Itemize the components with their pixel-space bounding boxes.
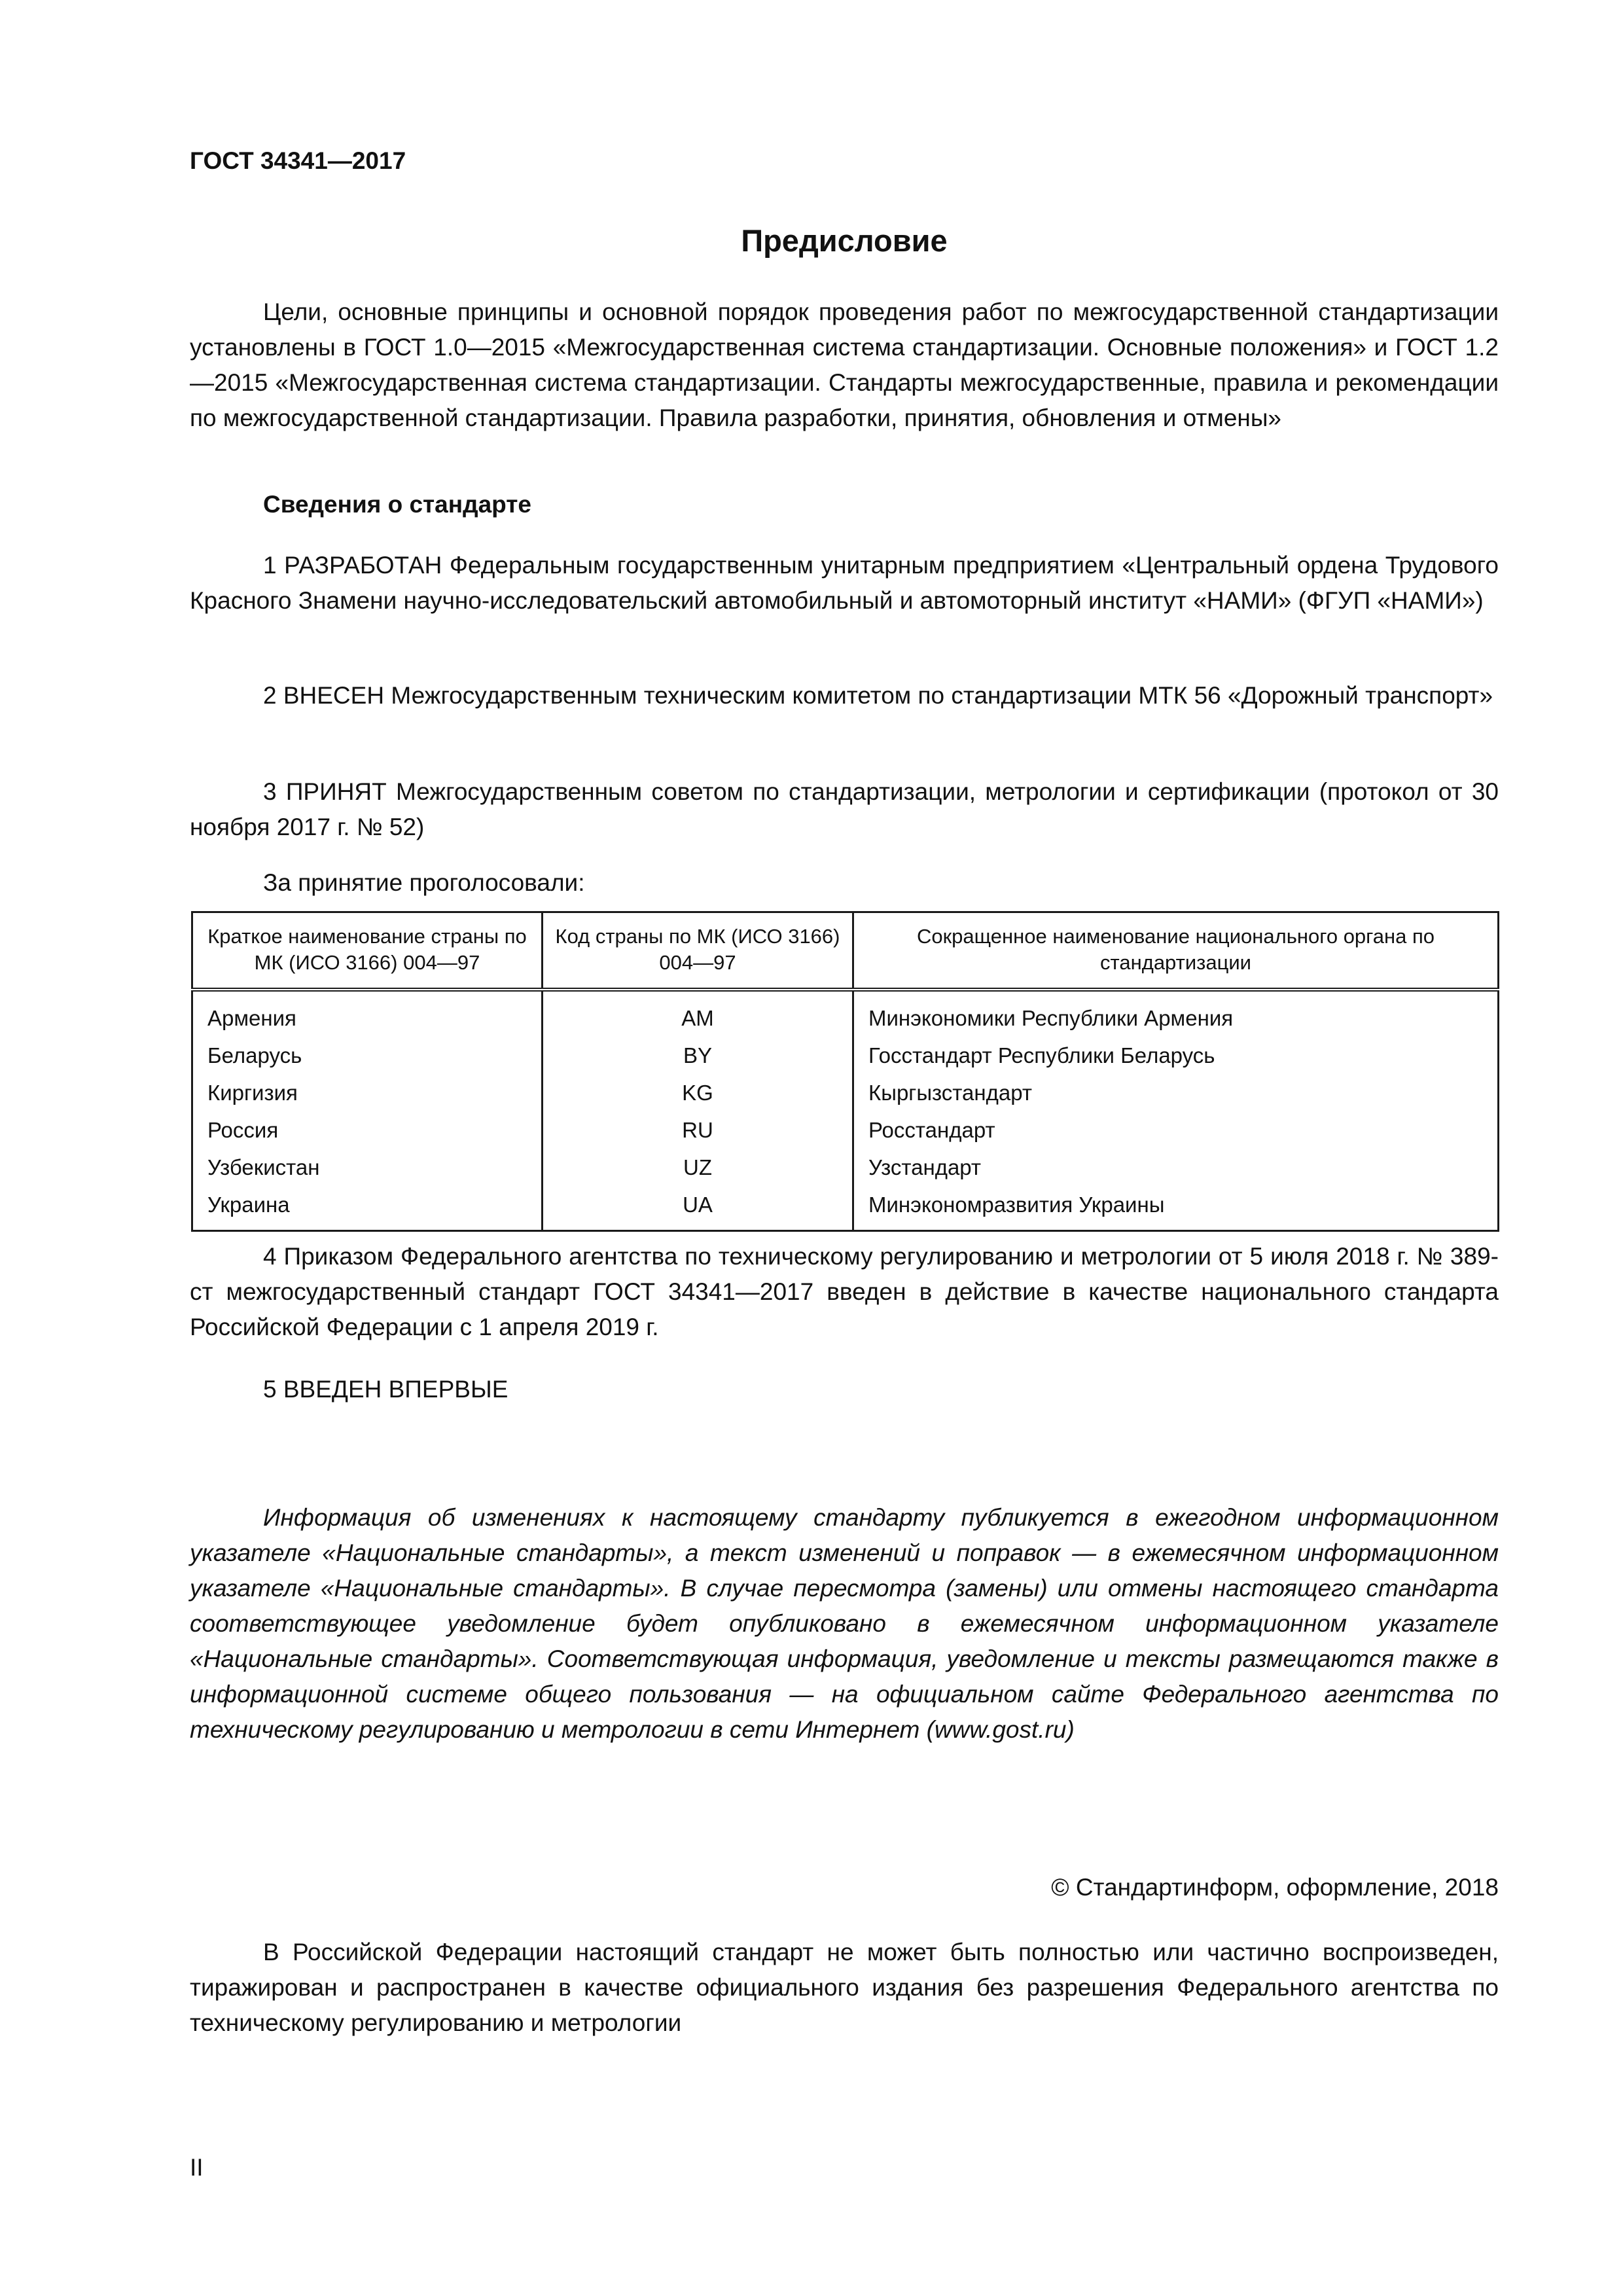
rights-notice: В Российской Федерации настоящий стандарт не может быть полностью или частично воспроизведен, тиражирован и распространен в качестве официального издания без разрешения Федерального агентства по техническому регулированию и метрологии	[190, 1939, 1499, 2036]
standards-body-cell: Минэкономики Республики Армения	[853, 990, 1499, 1037]
table-row	[192, 1149, 1499, 1186]
table-row	[192, 990, 1499, 1037]
standards-body-cell: Госстандарт Республики Беларусь	[853, 1037, 1499, 1074]
country-cell: Украина	[192, 1186, 543, 1231]
table-row	[192, 1111, 1499, 1149]
country-cell: Армения	[192, 990, 543, 1037]
table-row	[192, 1186, 1499, 1231]
copyright-line: © Стандартинформ, оформление, 2018	[1051, 1874, 1499, 1901]
item-enacted: 4 Приказом Федерального агентства по техническому регулированию и метрологии от 5 июля 2018 г. № 389-ст межгосударственный стандарт ГОСТ 34341—2017 введен в действие в качестве национального стандарта Российской Федерации с 1 апреля 2019 г.	[190, 1243, 1499, 1340]
item-first-introduced: 5 ВВЕДЕН ВПЕРВЫЕ	[263, 1376, 508, 1403]
code-cell: RU	[543, 1111, 853, 1149]
standards-body-cell: Минэкономразвития Украины	[853, 1186, 1499, 1231]
header-code: Код страны по МК (ИСО 3166) 004—97	[543, 912, 853, 990]
page-title: Предисловие	[741, 223, 948, 258]
standards-body-cell: Узстандарт	[853, 1149, 1499, 1186]
code-cell: KG	[543, 1074, 853, 1111]
item-developed: 1 РАЗРАБОТАН Федеральным государственным унитарным предприятием «Центральный ордена Трудового Красного Знамени научно-исследовательский автомобильный и автомоторный институт «НАМИ» (ФГУП «НАМИ»)	[190, 552, 1499, 614]
standards-body-cell: Кыргызстандарт	[853, 1074, 1499, 1111]
header-standards-body: Сокращенное наименование национального органа по стандартизации	[853, 912, 1499, 990]
votes-table-header-row	[192, 912, 1499, 990]
table-row	[192, 1074, 1499, 1111]
votes-caption: За принятие проголосовали:	[263, 869, 585, 896]
standards-body-cell: Росстандарт	[853, 1111, 1499, 1149]
page-number: II	[190, 2154, 204, 2181]
country-cell: Киргизия	[192, 1074, 543, 1111]
intro-paragraph: Цели, основные принципы и основной порядок проведения работ по межгосударственной стандартизации установлены в ГОСТ 1.0—2015 «Межгосударственная система стандартизации. Основные положения» и ГОСТ 1.2—2015 «Межгосударственная система стандартизации. Стандарты межгосударственные, правила и рекомендации по межгосударственной стандартизации. Правила разработки, принятия, обновления и отмены»	[190, 298, 1499, 431]
item-submitted: 2 ВНЕСЕН Межгосударственным техническим комитетом по стандартизации МТК 56 «Дорожный транспорт»	[263, 682, 1493, 709]
changes-notice: Информация об изменениях к настоящему стандарту публикуется в ежегодном информационном указателе «Национальные стандарты», а текст изменений и поправок — в ежемесячном информационном указателе «Национальные стандарты». В случае пересмотра (замены) или отмены настоящего стандарта соответствующее уведомление будет опубликовано в ежемесячном информационном указателе «Национальные стандарты». Соответствующая информация, уведомление и тексты размещаются также в информационной системе общего пользования — на официальном сайте Федерального агентства по техническому регулированию и метрологии в сети Интернет (www.gost.ru)	[190, 1504, 1499, 1743]
code-cell: BY	[543, 1037, 853, 1074]
country-cell: Беларусь	[192, 1037, 543, 1074]
country-cell: Узбекистан	[192, 1149, 543, 1186]
document-number: ГОСТ 34341—2017	[190, 147, 406, 174]
section-heading: Сведения о стандарте	[263, 491, 531, 518]
votes-table	[191, 911, 1499, 1232]
country-cell: Россия	[192, 1111, 543, 1149]
table-row	[192, 1037, 1499, 1074]
code-cell: UZ	[543, 1149, 853, 1186]
code-cell: UA	[543, 1186, 853, 1231]
code-cell: AM	[543, 990, 853, 1037]
item-adopted: 3 ПРИНЯТ Межгосударственным советом по стандартизации, метрологии и сертификации (протокол от 30 ноября 2017 г. № 52)	[190, 778, 1499, 840]
header-country: Краткое наименование страны по МК (ИСО 3166) 004—97	[192, 912, 543, 990]
